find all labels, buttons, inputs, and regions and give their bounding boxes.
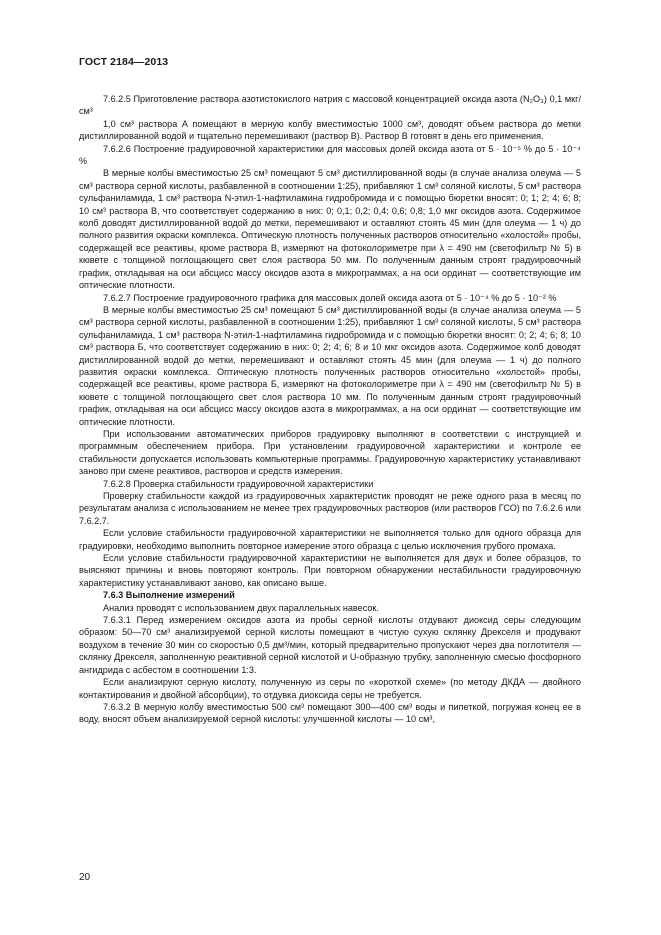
clause-7-6-2-8-heading: 7.6.2.8 Проверка стабильности градуировочной характеристики	[103, 478, 374, 489]
page-number: 20	[79, 872, 91, 883]
paragraph-automatic-devices: При использовании автоматических приборов градуировку выполняют в соответствии с инструкцией и программным обеспечением прибора. При установлении градуировочной характеристики и контроле ее стабильности допускается использовать компьютерные программы. Градуировочную характеристику устанавливают заново при смене реактивов, растворов и средств измерения.	[79, 428, 581, 477]
paragraph-solution-v: 1,0 см³ раствора А помещают в мерную колбу вместимостью 1000 см³, доводят объем раствора до метки дистиллированной водой и тщательно перемешивают (раствор В). Раствор В готовят в день его применения.	[79, 118, 581, 142]
paragraph-parallel-samples: Анализ проводят с использованием двух параллельных навесок.	[103, 602, 379, 613]
paragraph-calibration-high: В мерные колбы вместимостью 25 см³ помещают 5 см³ дистиллированной воды (в случае анализа олеума — 5 см³ раствора серной кислоты, разбавленной в соотношении 1:25), прибавляют 1 см³ соляной кислоты, 5 см³ раствора сульфаниламида, 1 см³ раствора N-этил-1-нафтиламина гидробромида и с помощью бюретки вносят: 0; 2; 4; 6; 8; 10 см³ раствора Б, что соответствует содержанию в них: 0; 2; 4; 6; 8 и 10 мкг оксидов азота. Содержимое колб доводят дистиллированной водой до метки, перемешивают и оставляют стоять 45 мин (для олеума — 1 ч) до полного развития окраски комплекса. Оптическую плотность полученных растворов относительно «холостой» пробы, содержащей все реактивы, кроме раствора Б, измеряют на фотоколориметре при λ = 490 нм (светофильтр № 5) в кювете с толщиной поглощающего свет слоя раствора 10 мм. По полученным данным строят градуировочный график, откладывая на оси абсцисс массу оксидов азота в микрограммах, а на оси ординат — соответствующие им оптические плотности.	[79, 304, 581, 427]
clause-7-6-2-5-heading: 7.6.2.5 Приготовление раствора азотистокислого натрия с массовой концентрацией оксида азота (N₂O₃) 0,1 мкг/см³	[79, 94, 581, 117]
paragraph-calibration-low: В мерные колбы вместимостью 25 см³ помещают 5 см³ дистиллированной воды (в случае анализа олеума — 5 см³ раствора серной кислоты, разбавленной в соотношении 1:25), прибавляют 1 см³ соляной кислоты, 5 см³ раствора сульфаниламида, 1 см³ раствора N-этил-1-нафтиламина гидробромида и с помощью бюретки вносят: 0; 1; 2; 4; 6; 8; 10 см³ раствора В, что соответствует содержанию в них: 0; 0,1; 0,2; 0,4; 0,6; 0,8; 1,0 мкг оксидов азота. Содержимое колб доводят дистиллированной водой до метки, перемешивают и оставляют стоять 45 мин (для олеума — 1 ч) до полного развития окраски комплекса. Оптическую плотность полученных растворов относительно «холостой» пробы, содержащей все реактивы, кроме раствора В, измеряют на фотоколориметре при λ = 490 нм (светофильтр № 5) в кювете с толщиной поглощающего свет слоя раствора 50 мм. По полученным данным строят градуировочный график, откладывая на оси абсцисс массу оксидов азота в микрограммах, а на оси ординат — соответствующие им оптические плотности.	[79, 168, 581, 291]
standard-header: ГОСТ 2184—2013	[79, 56, 169, 68]
page-content	[79, 93, 581, 726]
paragraph-7-6-3-2: 7.6.3.2 В мерную колбу вместимостью 500 см³ помещают 300—400 см³ воды и пипеткой, погружая конец ее в воду, вносят объем анализируемой серной кислоты: улучшенной кислоты — 10 см³,	[79, 701, 581, 725]
paragraph-single-sample: Если условие стабильности градуировочной характеристики не выполняется только для одного образца для градуировки, необходимо выполнить повторное измерение этого образца с целью исключения грубого промаха.	[79, 528, 581, 551]
paragraph-7-6-3-1: 7.6.3.1 Перед измерением оксидов азота из пробы серной кислоты отдувают диоксид серы следующим образом: 50—70 см³ анализируемой серной кислоты помещают в чистую сухую склянку Дрекселя и продувают воздухом в течение 30 мин со скоростью 0,5 дм³/мин, который предварительно пропускают через два поглотителя — склянку Дрекселя, заполненную реактивной серной кислотой и U-образную трубку, заполненную смесью фосфорного ангидрида с асбестом в соотношении 1:3.	[79, 615, 581, 675]
paragraph-stability-check: Проверку стабильности каждой из градуировочных характеристик проводят не реже одного раза в месяц по результатам анализа с использованием не менее трех градуировочных растворов (или растворов ГСО) по 7.6.2.6 или 7.6.2.7.	[79, 491, 581, 526]
section-7-6-3-heading: 7.6.3 Выполнение измерений	[103, 590, 235, 601]
clause-7-6-2-6-heading: 7.6.2.6 Построение градуировочной характеристики для массовых долей оксида азота от 5 · 10⁻⁵ % до 5 · 10⁻⁴ %	[79, 143, 581, 167]
clause-7-6-2-7-heading: 7.6.2.7 Построение градуировочного графика для массовых долей оксида азота от 5 · 10⁻⁴ % до 5 · 10⁻² %	[103, 292, 557, 303]
paragraph-multiple-samples: Если условие стабильности градуировочной характеристики не выполняется для двух и более образцов, то выясняют причины и вновь повторяют контроль. При повторном обнаружении нестабильности градуировочную характеристику устанавливают заново, как описано выше.	[79, 553, 581, 588]
paragraph-short-scheme: Если анализируют серную кислоту, полученную из серы по «короткой схеме» (по методу ДКДА — двойного контактирования и двойной абсорбции), то отдувка диоксида серы не требуется.	[79, 677, 581, 700]
